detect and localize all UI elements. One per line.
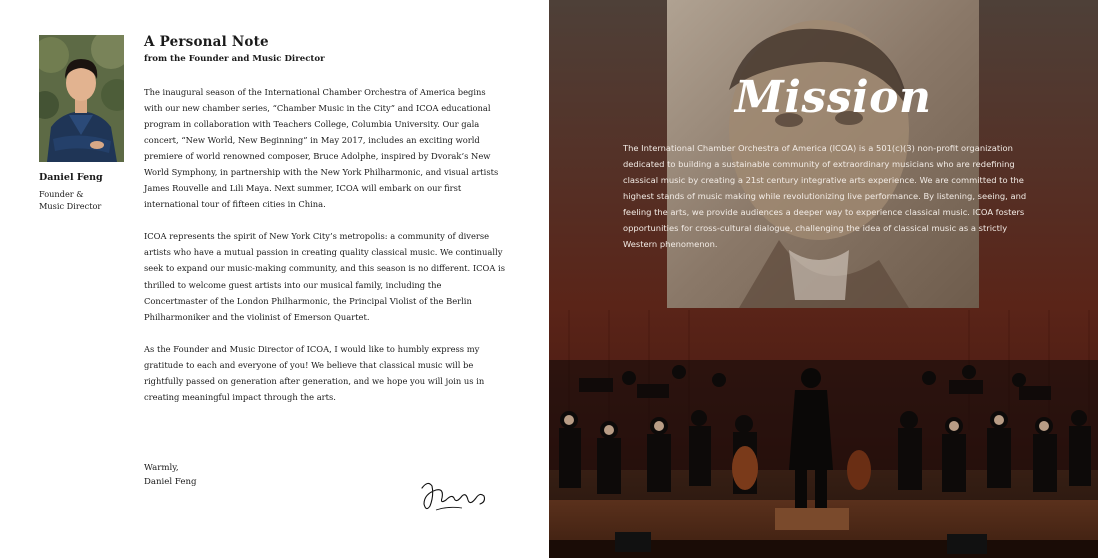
portrait-illustration <box>39 35 124 162</box>
closing-salutation: Warmly, <box>144 463 179 473</box>
closing <box>144 462 196 489</box>
closing-signoff: Daniel Feng <box>144 476 197 487</box>
author-role-line-2: Music Director <box>39 201 102 211</box>
author-name: Daniel Feng <box>39 172 103 183</box>
note-subtitle: from the Founder and Music Director <box>144 54 325 64</box>
note-paragraph: ICOA represents the spirit of New York City’s metropolis: a community of diverse artists who have a mutual passion in creating quality classical music. We continually seek to expand our music-making community, and this season is no different. ICOA is thrilled to welcome guest artists into our musical family, including the Concertmaster of the London Philharmonic, the Principal Violist of the Berlin Philharmoniker and the violinist of Emerson Quartet. <box>144 231 505 322</box>
handwritten-signature <box>418 476 490 516</box>
note-paragraph: The inaugural season of the International Chamber Orchestra of America begins with our new chamber series, “Chamber Music in the City” and ICOA educational program in collaboration with Teachers College, Columbia University. Our gala concert, “New World, New Beginning” in May 2017, includes an exciting world premiere of world renowned composer, Bruce Adolphe, inspired by Dvorak’s New World Symphony, in partnership with the New York Philharmonic, and visual artists James Rouvelle and Lili Maya. Next summer, ICOA will embark on our first international tour of fifteen cities in China. <box>144 87 499 210</box>
author-role <box>39 188 119 212</box>
author-role-line-1: Founder & <box>39 189 84 199</box>
note-title: A Personal Note <box>144 34 269 50</box>
mission-title: Mission <box>735 72 932 123</box>
note-body <box>144 84 506 421</box>
mission-statement: The International Chamber Orchestra of America (ICOA) is a 501(c)(3) non-profit organization dedicated to building a sustainable community of extraordinary musicians who are redefining classical music by creating a 21st century integrative arts experience. We are committed to the highest stands of music making while revolutionizing live performance. By listening, seeing, and feeling the arts, we provide audiences a deeper way to experience classical music. ICOA fosters opportunities for cross-cultural dialogue, challenging the idea of classical music as a strictly Western phenomenon. <box>623 143 1027 250</box>
author-portrait <box>39 35 124 162</box>
mission-page <box>549 0 1098 558</box>
note-paragraph: As the Founder and Music Director of ICOA, I would like to humbly express my gratitude to each and everyone of you! We believe that classical music will be rightfully passed on generation after generation, and we hope you will join us in creating meaningful impact through the arts. <box>144 343 485 402</box>
